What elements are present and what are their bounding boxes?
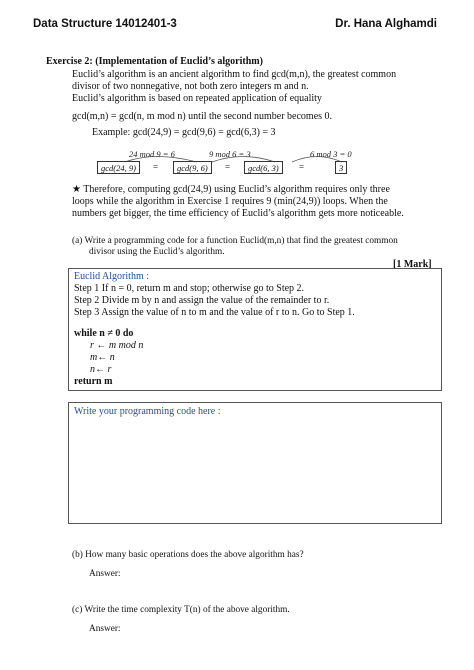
part-c-answer-label: Answer: [89, 624, 121, 634]
pseudo-line-1: r ← m mod n [90, 340, 144, 351]
note-line-1-text: Therefore, computing gcd(24,9) using Euclid’s algorithm requires only three [83, 184, 390, 195]
pseudo-line-2: m← n [90, 352, 115, 363]
example-line: Example: gcd(24,9) = gcd(9,6) = gcd(6,3) = 3 [92, 127, 276, 138]
pseudo-line-3: n← r [90, 364, 112, 375]
algo-step-1: Step 1 If n = 0, return m and stop; otherwise go to Step 2. [74, 283, 305, 294]
part-b-answer-label: Answer: [89, 569, 121, 579]
star-icon: ★ [72, 184, 81, 195]
code-answer-box[interactable] [68, 402, 442, 524]
mod-label-2: 9 mod 6 = 3 [209, 149, 251, 159]
mark-label: [1 Mark] [393, 259, 432, 270]
eq-sign-3: = [299, 162, 305, 172]
eq-sign-2: = [225, 162, 231, 172]
pseudo-return: return m [74, 376, 113, 387]
gcd-cell-1: gcd(24, 9) [97, 161, 140, 174]
intro-line-3: Euclid’s algorithm is based on repeated application of equality [72, 93, 322, 104]
gcd-cell-4: 3 [335, 161, 347, 174]
equality-line: gcd(m,n) = gcd(n, m mod n) until the second number becomes 0. [72, 111, 333, 122]
algorithm-box [68, 268, 442, 391]
gcd-diagram [97, 149, 397, 181]
mod-label-1: 24 mod 9 = 6 [129, 149, 175, 159]
part-a-question-2: divisor using the Euclid’s algorithm. [89, 247, 225, 257]
pseudo-while: while n ≠ 0 do [74, 328, 134, 339]
intro-line-2: divisor of two nonnegative, not both zero integers m and n. [72, 81, 309, 92]
gcd-cell-2: gcd(9, 6) [173, 161, 212, 174]
note-line-1 [72, 184, 390, 196]
intro-line-1: Euclid’s algorithm is an ancient algorithm to find gcd(m,n), the greatest common [72, 69, 397, 80]
course-title: Data Structure 14012401-3 [33, 18, 177, 30]
part-a-question-1: (a) Write a programming code for a function Euclid(m,n) that find the greatest common [72, 236, 398, 246]
algo-step-2: Step 2 Divide m by n and assign the value of the remainder to r. [74, 295, 330, 306]
part-c-question: (c) Write the time complexity T(n) of the above algorithm. [72, 605, 290, 615]
code-prompt: Write your programming code here : [74, 406, 221, 417]
gcd-cell-3: gcd(6, 3) [244, 161, 283, 174]
part-b-question: (b) How many basic operations does the above algorithm has? [72, 550, 304, 560]
exercise-title: Exercise 2: (Implementation of Euclid’s algorithm) [46, 56, 263, 67]
instructor-name: Dr. Hana Alghamdi [335, 18, 437, 30]
note-line-2: loops while the algorithm in Exercise 1 requires 9 (min(24,9)) loops. When the [72, 196, 388, 207]
algorithm-title: Euclid Algorithm : [74, 271, 149, 282]
eq-sign-1: = [153, 162, 159, 172]
note-line-3: numbers get bigger, the time efficiency of Euclid’s algorithm gets more noticeable. [72, 208, 404, 219]
algo-step-3: Step 3 Assign the value of n to m and the value of r to n. Go to Step 1. [74, 307, 355, 318]
mod-label-3: 6 mod 3 = 0 [310, 149, 352, 159]
